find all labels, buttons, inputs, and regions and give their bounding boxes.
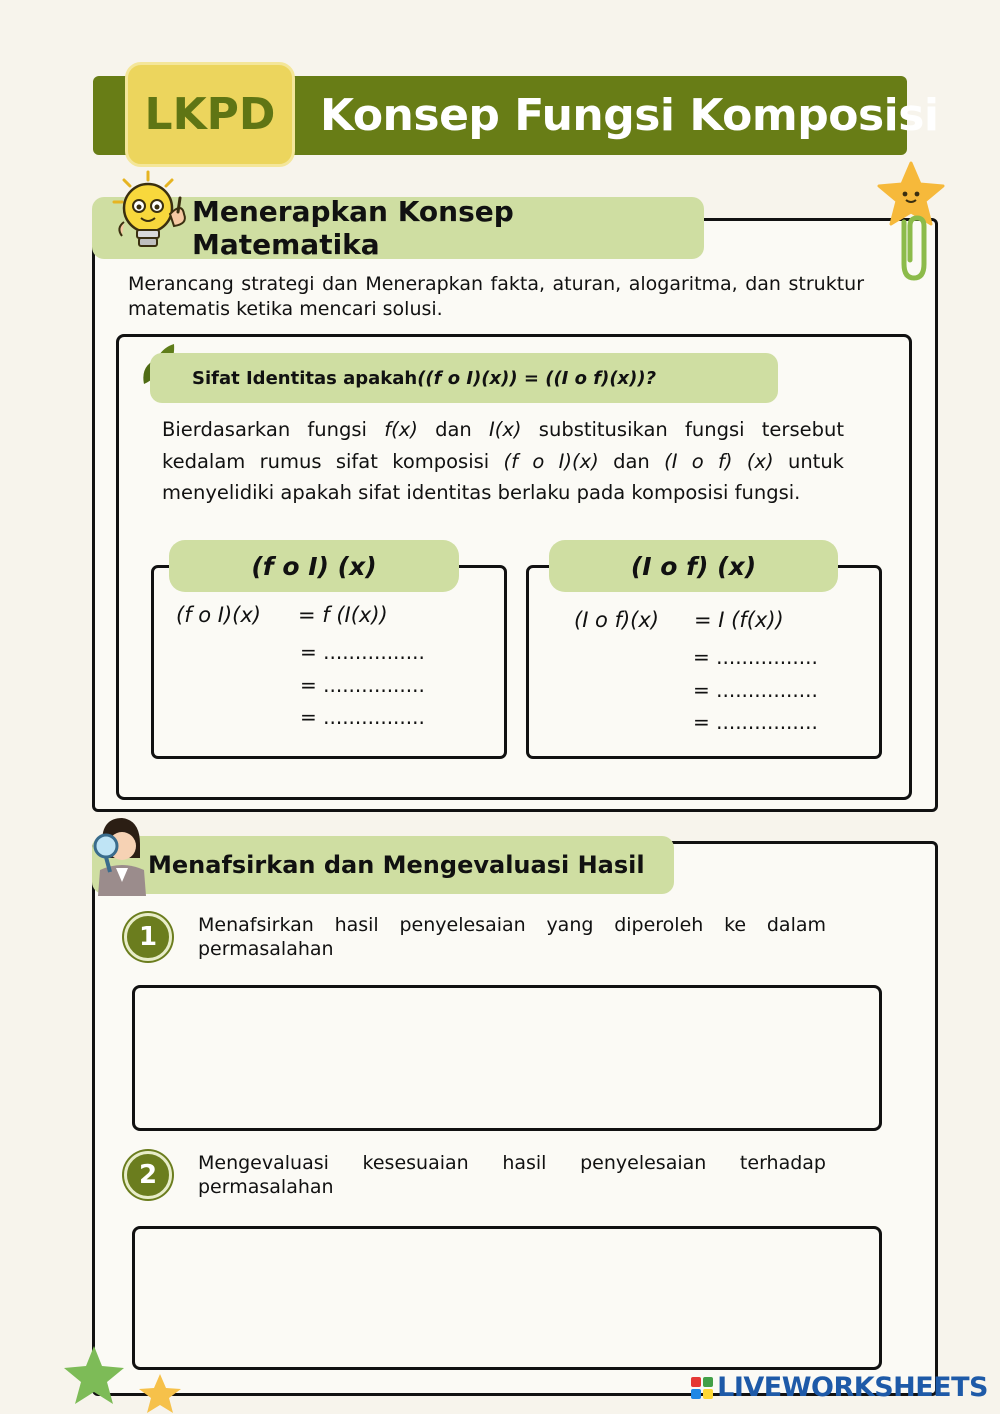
i-o-f-step-input[interactable]: = ................	[693, 645, 818, 669]
page-title: Konsep Fungsi Komposisi	[320, 89, 939, 141]
question-text: Menafsirkan hasil penyelesaian yang diperoleh ke dalam permasalahan	[198, 914, 826, 960]
answer-box-2[interactable]	[132, 1226, 882, 1370]
identity-heading-formula: ((f o I)(x)) = ((I o f)(x))?	[417, 367, 657, 389]
f-o-i-title: (f o I) (x)	[169, 540, 459, 592]
liveworksheets-logo	[691, 1372, 988, 1403]
section-apply-heading: Menerapkan Konsep Matematika	[92, 197, 704, 259]
brand-text: LIVEWORKSHEETS	[717, 1372, 988, 1403]
identity-property-heading	[150, 353, 778, 403]
instruction-paragraph	[162, 414, 844, 509]
question-number-badge: 2	[124, 1151, 172, 1199]
paragraph-formula: (f o I)(x)	[503, 449, 599, 473]
paragraph-formula: I(x)	[489, 418, 522, 441]
paragraph-text: substitusikan fungsi tersebut kedalam rumus sifat komposisi	[162, 418, 844, 473]
section-apply-description: Merancang strategi dan Menerapkan fakta, aturan, alogaritma, dan struktur matematis ketika mencari solusi.	[128, 273, 864, 320]
lightbulb-icon	[104, 168, 200, 264]
i-o-f-rhs: = I (f(x))	[694, 608, 784, 632]
question-text: Mengevaluasi kesesuaian hasil penyelesaian terhadap permasalahan	[198, 1152, 826, 1198]
lkpd-badge: LKPD	[125, 62, 295, 167]
f-o-i-step-input[interactable]: = ................	[300, 640, 425, 664]
f-o-i-lhs: (f o I)(x)	[176, 603, 261, 627]
identity-heading-prefix: Sifat Identitas apakah	[192, 367, 418, 389]
paragraph-text: Bierdasarkan fungsi	[162, 418, 385, 441]
paragraph-text: dan	[417, 418, 490, 441]
paperclip-icon	[890, 212, 934, 284]
section-evaluate-heading: Menafsirkan dan Mengevaluasi Hasil	[92, 836, 674, 894]
i-o-f-lhs: (I o f)(x)	[574, 608, 659, 632]
magnifier-person-icon	[88, 812, 148, 896]
i-o-f-step-input[interactable]: = ................	[693, 710, 818, 734]
answer-box-1[interactable]	[132, 985, 882, 1131]
paragraph-formula: (I o f) (x)	[664, 449, 774, 473]
f-o-i-step-input[interactable]: = ................	[300, 705, 425, 729]
question-number-badge: 1	[124, 913, 172, 961]
f-o-i-step-input[interactable]: = ................	[300, 673, 425, 697]
paragraph-text: untuk menyelidiki apakah sifat identitas berlaku pada komposisi fungsi.	[162, 449, 844, 504]
paragraph-formula: f(x)	[384, 418, 418, 441]
f-o-i-rhs: = f (I(x))	[298, 603, 388, 627]
paragraph-text: dan	[598, 449, 665, 473]
i-o-f-title: (I o f) (x)	[549, 540, 838, 592]
liveworksheets-mark-icon	[691, 1377, 713, 1399]
star-cluster-icon	[60, 1340, 190, 1414]
i-o-f-step-input[interactable]: = ................	[693, 678, 818, 702]
